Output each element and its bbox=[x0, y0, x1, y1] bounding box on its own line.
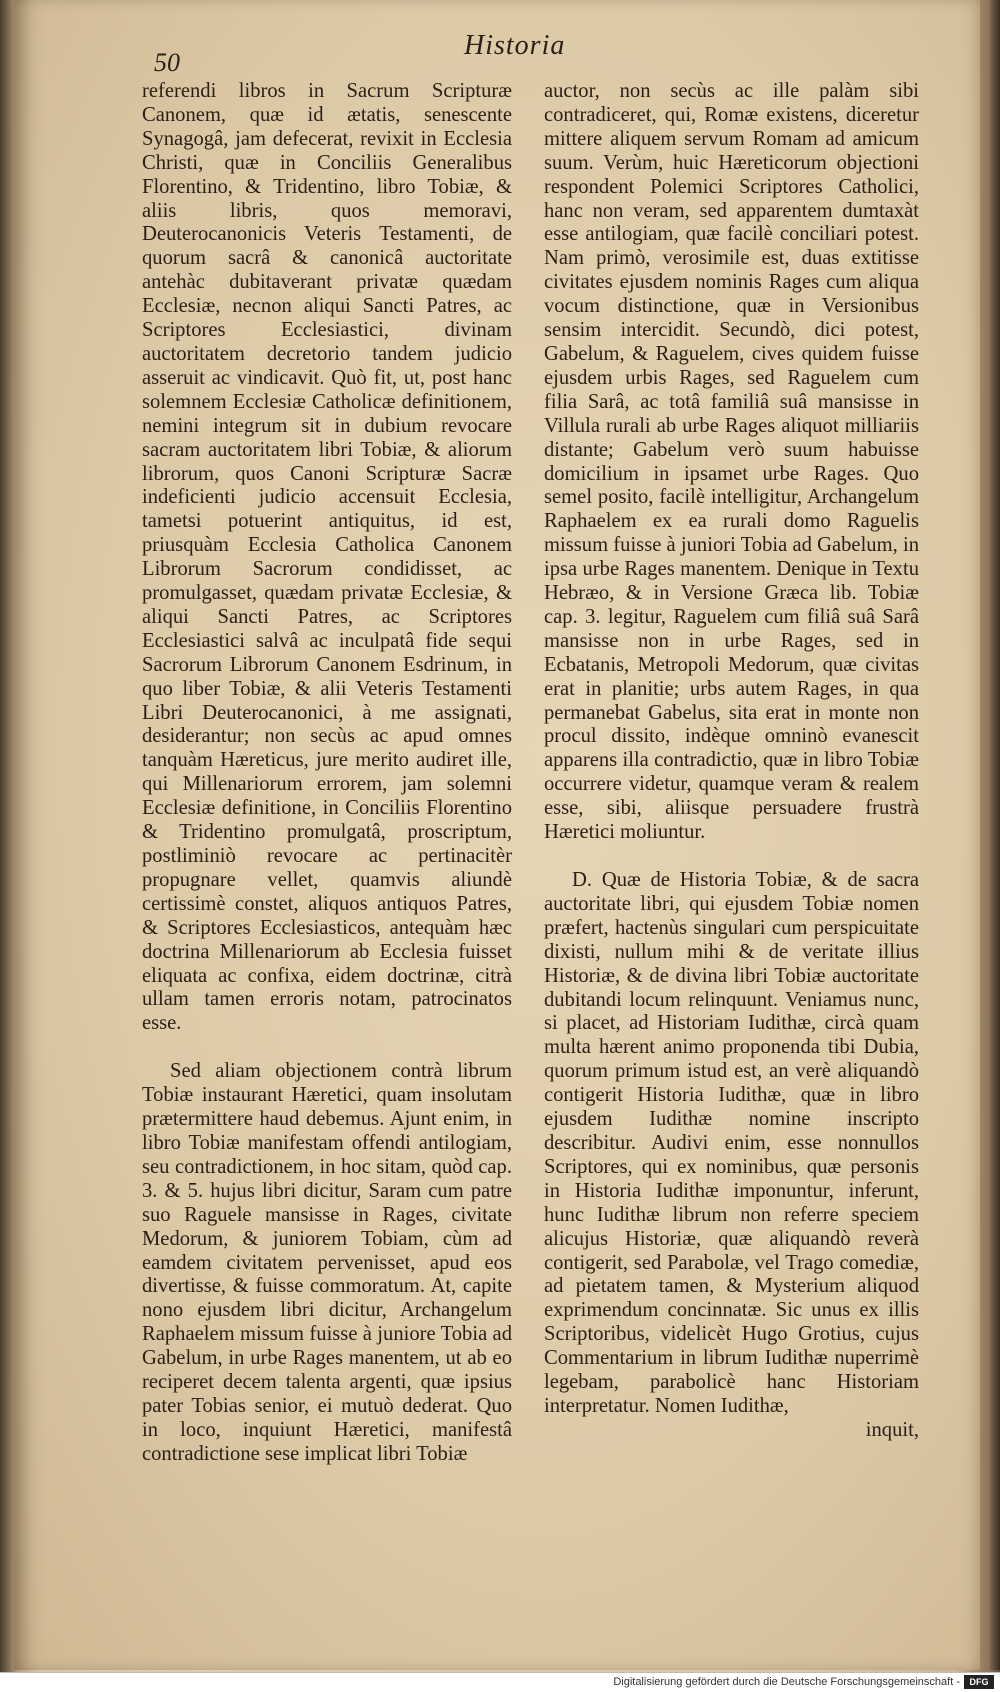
footer-credit: Digitalisierung gefördert durch die Deutsche Forschungsgemeinschaft - bbox=[613, 1676, 960, 1688]
left-column bbox=[142, 80, 512, 1467]
page-number: 50 bbox=[154, 48, 180, 77]
paragraph: Sed aliam objectionem contrà librum Tobiæ instaurant Hæretici, quam insolutam prætermittere haud debemus. Ajunt enim, in libro Tobiæ manifestam offendi antilogiam, seu contradictionem, in hoc sitam, quòd cap. 3. & 5. hujus libri dicitur, Saram cum patre suo Raguele mansisse in Rages, civitate Medorum, & juniorem Tobiam, cùm ad eamdem civitatem pervenisset, apud eos divertisse, & fuisse commoratum. At, capite nono ejusdem libri dicitur, Archangelum Raphaelem missum fuisse à juniore Tobia ad Gabelum, in urbe Rages manentem, ut ab eo reciperet decem talenta argenti, quæ ipsius pater Tobias senior, ei mutuò dederat. Quo in loco, inquiunt Hæretici, manifestâ contradictione sese implicat libri Tobiæ bbox=[142, 1060, 512, 1465]
book-page bbox=[14, 0, 980, 1670]
paragraph: auctor, non secùs ac ille palàm sibi contradiceret, qui, Romæ existens, diceretur mittere aliquem servum Romam ad amicum suum. Verùm, huic Hæreticorum objectioni respondent Polemici Scriptores Catholici, hanc non veram, sed apparentem dumtaxàt esse antilogiam, quæ facilè conciliari potest. Nam primò, verosimile est, duas extitisse civitates ejusdem nominis Rages cum aliqua vocum distinctione, quæ in Versionibus sensim intercidit. Secundò, dici potest, Gabelum, & Raguelem, cives quidem fuisse ejusdem urbis Rages, sed Raguelem cum filia Sarâ, ac totâ familiâ suâ mansisse in Villula rurali ab urbe Rages aliquot milliariis distante; Gabelum verò suum habuisse domicilium in ipsamet urbe Rages. Quo semel posito, facilè intelligitur, Archangelum Raphaelem ex ea rurali domo Raguelis missum fuisse à juniori Tobia ad Gabelum, in ipsa urbe Rages manentem. Denique in Textu Hebræo, & in Versione Græca lib. Tobiæ cap. 3. legitur, Raguelem cum filiâ suâ Sarâ mansisse non in urbe Rages, sed in Ecbatanis, Metropoli Medorum, quæ civitas erat in planitie; urbs autem Rages, in qua permanebat Gabelus, sita erat in monte non procul dissito, indèque omninò evanescit apparens illa contradictio, quæ in libro Tobiæ occurrere videtur, quamque veram & realem esse, sibi, aliisque persuadere frustrà Hæretici moliuntur. bbox=[544, 80, 919, 844]
running-head: Historia bbox=[464, 30, 566, 61]
digitization-footer bbox=[0, 1672, 1000, 1692]
paragraph: D. Quæ de Historia Tobiæ, & de sacra auctoritate libri, qui ejusdem Tobiæ nomen præfert, hactenùs singulari cum perspicuitate dixisti, nullum mihi & de veritate illius Historiæ, & de divina libri Tobiæ auctoritate dubitandi locum relinquunt. Veniamus nunc, si placet, ad Historiam Iudithæ, circà quam multa hærent animo proponenda tibi Dubia, quorum primum istud est, an verè aliquandò contigerit Historia Iudithæ, quæ in libro ejusdem Iudithæ nomine inscripto describitur. Audivi enim, esse nonnullos Scriptores, qui ex nominibus, quæ personis in Historia Iudithæ imponuntur, inferunt, hunc Iudithæ librum non referre speciem alicujus Historiæ, quæ aliquandò reverà contigerit, sed Parabolæ, vel Trago comediæ, ad pietatem tamen, & Mysterium aliquod exprimendum concinnatæ. Sic unus ex illis Scriptoribus, videlicèt Hugo Grotius, cujus Commentarium in librum Iudithæ nuperrimè legebam, parabolicè hanc Historiam interpretatur. Nomen Iudithæ, bbox=[544, 869, 919, 1417]
catchword: inquit, bbox=[865, 1418, 919, 1441]
right-column bbox=[544, 80, 919, 1443]
dfg-logo-icon: DFG bbox=[964, 1675, 994, 1689]
book-fold bbox=[990, 0, 1000, 1670]
paragraph: referendi libros in Sacrum Scripturæ Canonem, quæ id ætatis, senescente Synagogâ, jam defecerat, revixit in Ecclesia Christi, quæ in Conciliis Generalibus Florentino, & Tridentino, libro Tobiæ, & aliis libris, quos memoravi, Deuterocanonicis Veteris Testamenti, de quorum sacrâ & canonicâ auctoritate antehàc dubitaverant privatæ quædam Ecclesiæ, necnon aliqui Sancti Patres, ac Scriptores Ecclesiastici, divinam auctoritatem decretorio tandem judicio asseruit ac vindicavit. Quò fit, ut, post hanc solemnem Ecclesiæ Catholicæ definitionem, nemini integrum sit in dubium revocare sacram auctoritatem libri Tobiæ, & aliorum librorum, quos Canoni Scripturæ Sacræ indeficienti judicio accensuit Ecclesia, tametsi potuerint antiquitus, id est, priusquàm Ecclesia Catholica Canonem Librorum Sacrorum condidisset, ac promulgasset, quædam privatæ Ecclesiæ, & aliqui Sancti Patres, ac Scriptores Ecclesiastici salvâ ac inculpatâ fide sequi Sacrorum Librorum Canonem Esdrinum, in quo liber Tobiæ, & alii Veteris Testamenti Libri Deuterocanonici, à me assignati, desiderantur; non secùs ac apud omnes tanquàm Hæreticus, jure merito audiret ille, qui Millenariorum errorem, jam solemni Ecclesiæ definitione, in Conciliis Florentino & Tridentino promulgatâ, proscriptum, postliminiò revocare ac pertinacitèr propugnare vellet, quamvis aliundè certissimè constet, aliquos antiquos Patres, & Scriptores Ecclesiasticos, antequàm hæc doctrina Millenariorum ab Ecclesia fuisset eliquata ac confixa, eidem doctrinæ, citrà ullam tamen erroris notam, patrocinatos esse. bbox=[142, 80, 512, 1035]
